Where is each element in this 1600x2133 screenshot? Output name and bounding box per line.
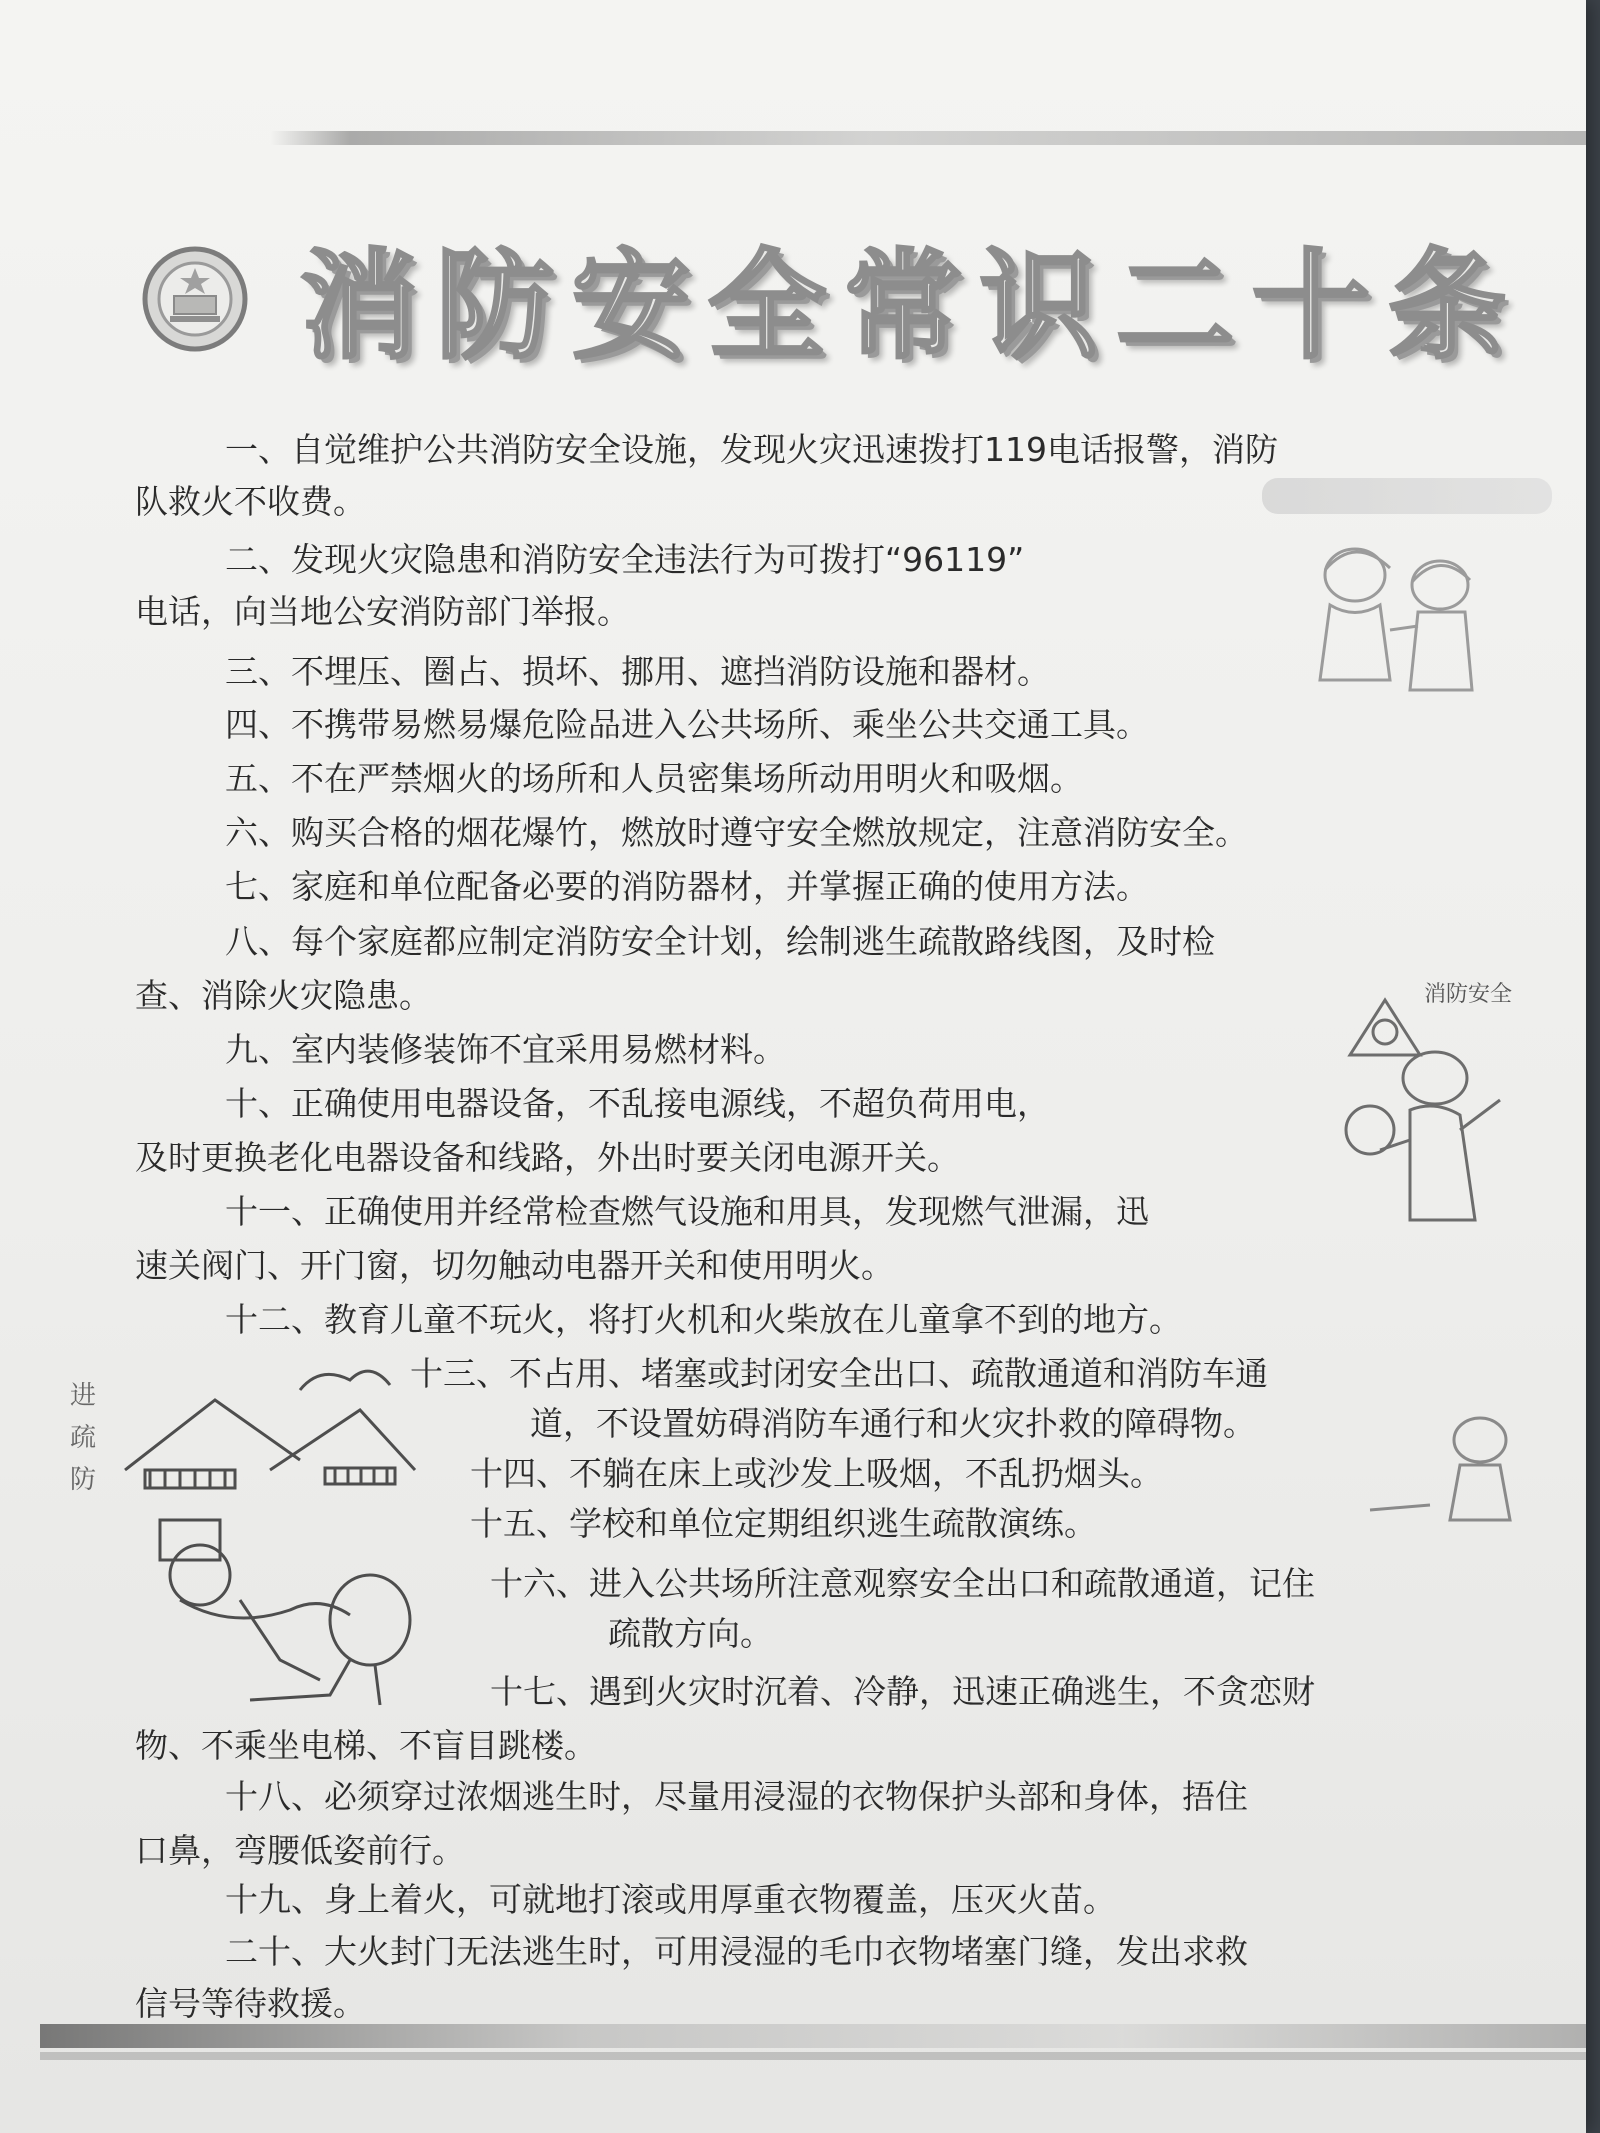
rule-13-line-1: 十三、不占用、堵塞或封闭安全出口、疏散通道和消防车通 [410,1354,1268,1393]
rule-2-line-2: 电话，向当地公安消防部门举报。 [135,592,630,631]
rule-20-line-1: 二十、大火封门无法逃生时，可用浸湿的毛巾衣物堵塞门缝，发出求救 [225,1932,1248,1971]
rule-12: 十二、教育儿童不玩火，将打火机和火柴放在儿童拿不到的地方。 [225,1300,1182,1339]
rule-18-line-1: 十八、必须穿过浓烟逃生时，尽量用浸湿的衣物保护头部和身体，捂住 [225,1777,1248,1816]
rule-11-line-1: 十一、正确使用并经常检查燃气设施和用具，发现燃气泄漏，迅 [225,1192,1149,1231]
rule-19: 十九、身上着火，可就地打滚或用厚重衣物覆盖，压灭火苗。 [225,1880,1116,1919]
left-margin-note: 进疏防 [70,1381,97,1495]
rule-9: 九、室内装修装饰不宜采用易燃材料。 [225,1030,786,1069]
rule-2-line-1: 二、发现火灾隐患和消防安全违法行为可拨打“96119” [225,540,1025,579]
rule-3: 三、不埋压、圈占、损坏、挪用、遮挡消防设施和器材。 [225,652,1050,691]
rule-4: 四、不携带易燃易爆危险品进入公共场所、乘坐公共交通工具。 [225,705,1149,744]
rule-1-line-2: 队救火不收费。 [135,482,366,521]
rule-6: 六、购买合格的烟花爆竹，燃放时遵守安全燃放规定，注意消防安全。 [225,813,1248,852]
rule-10-line-1: 十、正确使用电器设备，不乱接电源线，不超负荷用电， [225,1084,1050,1123]
rule-14: 十四、不躺在床上或沙发上吸烟，不乱扔烟头。 [470,1454,1163,1493]
rule-16-line-1: 十六、进入公共场所注意观察安全出口和疏散通道，记住 [490,1564,1315,1603]
rule-11-line-2: 速关阀门、开门窗，切勿触动电器开关和使用明火。 [135,1246,894,1285]
rule-1-line-1: 一、自觉维护公共消防安全设施，发现火灾迅速拨打119电话报警，消防 [225,430,1278,469]
rule-5: 五、不在严禁烟火的场所和人员密集场所动用明火和吸烟。 [225,759,1083,798]
rule-13-line-2: 道，不设置妨碍消防车通行和火灾扑救的障碍物。 [530,1404,1256,1443]
rule-10-line-2: 及时更换老化电器设备和线路，外出时要关闭电源开关。 [135,1138,960,1177]
page-title: 消防安全常识二十条 [300,237,1525,375]
rule-16-line-2: 疏散方向。 [608,1614,773,1653]
rule-18-line-2: 口鼻，弯腰低姿前行。 [135,1831,465,1870]
rule-17-line-1: 十七、遇到火灾时沉着、冷静，迅速正确逃生，不贪恋财 [490,1672,1315,1711]
rule-8-line-1: 八、每个家庭都应制定消防安全计划，绘制逃生疏散路线图，及时检 [225,922,1215,961]
rule-8-line-2: 查、消除火灾隐患。 [135,976,432,1015]
rule-17-line-2: 物、不乘坐电梯、不盲目跳楼。 [135,1726,597,1765]
right-margin-note: 消防安全 [1424,982,1513,1007]
rule-15: 十五、学校和单位定期组织逃生疏散演练。 [470,1504,1097,1543]
rule-7: 七、家庭和单位配备必要的消防器材，并掌握正确的使用方法。 [225,867,1149,906]
rule-20-line-2: 信号等待救援。 [135,1984,366,2023]
